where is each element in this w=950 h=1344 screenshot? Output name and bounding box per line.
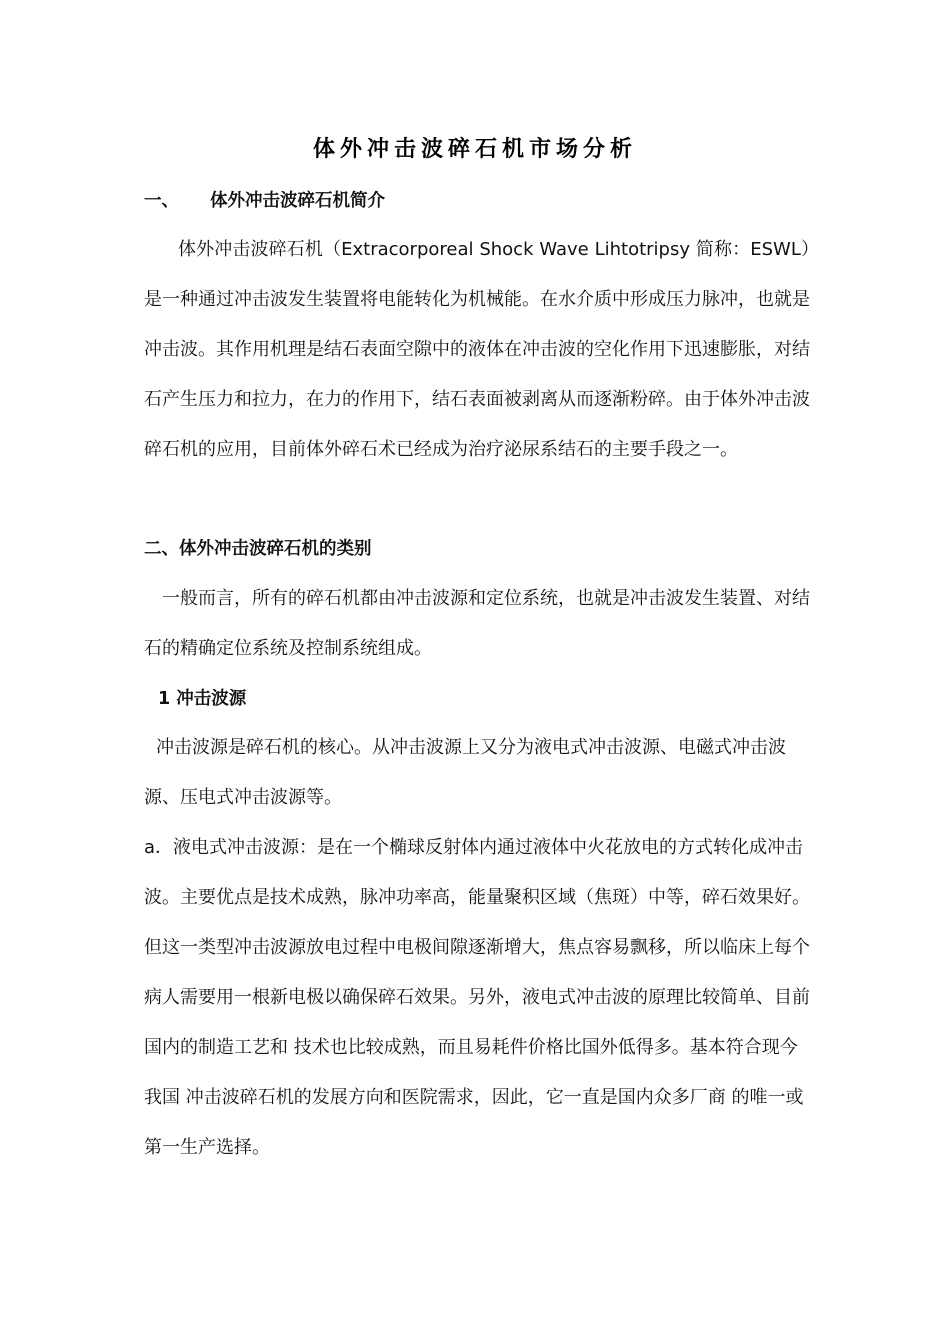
subsection-1-heading: 1 冲击波源	[158, 689, 247, 709]
subsection-1-paragraph: 冲击波源是碎石机的核心。从冲击波源上又分为液电式冲击波源、电磁式冲击波源、压电式冲击波源等。	[144, 737, 786, 808]
section-2-heading: 二、体外冲击波碎石机的类别	[144, 539, 372, 559]
section-1-heading	[144, 186, 810, 216]
document-title: 体外冲击波碎石机市场分析	[312, 136, 637, 162]
section-1-number: 一、	[144, 191, 179, 211]
section-1-paragraph: 体外冲击波碎石机（Extracorporeal Shock Wave Lihtotripsy 简称：ESWL）是一种通过冲击波发生装置将电能转化为机械能。在水介质中形成压力脉冲，也就是冲击波。其作用机理是结石表面空隙中的液体在冲击波的空化作用下迅速膨胀，对结石产生压力和拉力，在力的作用下，结石表面被剥离从而逐渐粉碎。由于体外冲击波碎石机的应用，目前体外碎石术已经成为治疗泌尿系结石的主要手段之一。	[144, 239, 810, 460]
section-2-paragraph: 一般而言，所有的碎石机都由冲击波源和定位系统，也就是冲击波发生装置、对结石的精确定位系统及控制系统组成。	[144, 588, 810, 659]
item-a-paragraph: a．液电式冲击波源：是在一个椭球反射体内通过液体中火花放电的方式转化成冲击波。主要优点是技术成熟，脉冲功率高，能量聚积区域（焦斑）中等，碎石效果好。但这一类型冲击波源放电过程中电极间隙逐渐增大，焦点容易飘移，所以临床上每个病人需要用一根新电极以确保碎石效果。另外，液电式冲击波的原理比较简单、目前国内的制造工艺和 技术也比较成熟，而且易耗件价格比国外低得多。基本符合现今我国 冲击波碎石机的发展方向和医院需求，因此，它一直是国内众多厂商 的唯一或第一生产选择。	[144, 837, 810, 1158]
section-1-heading-text: 体外冲击波碎石机简介	[210, 191, 385, 211]
